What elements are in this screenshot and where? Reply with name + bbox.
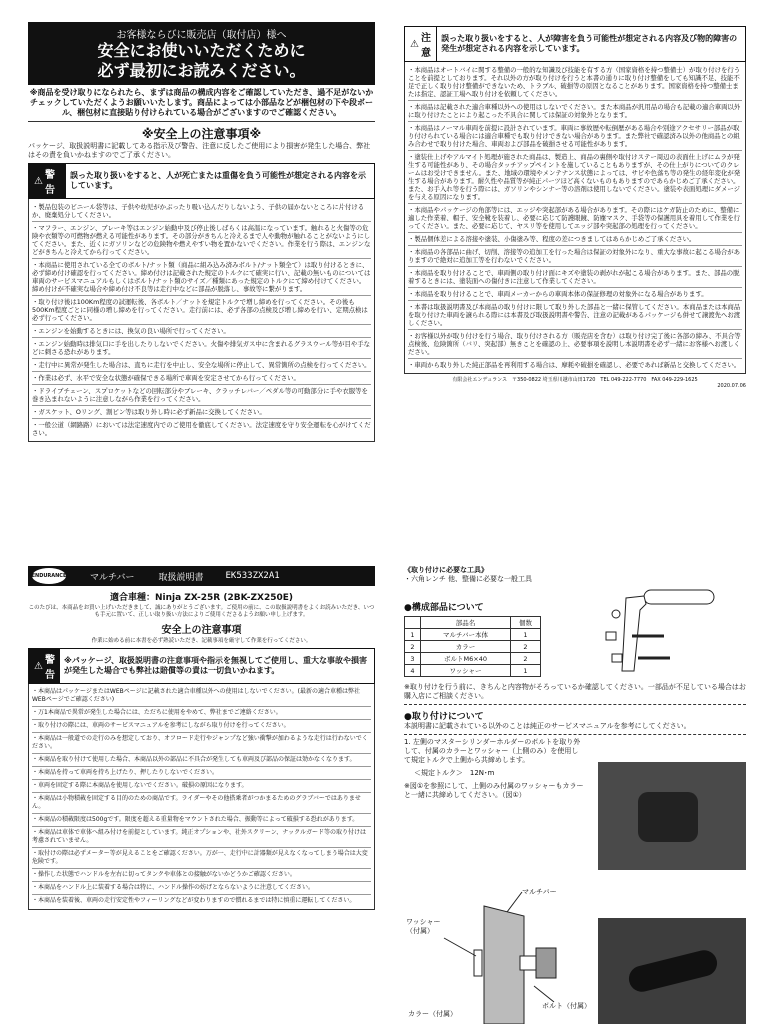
safety-subtitle: 作業に始める前に本書を必ず熟読いただき、記載事項を厳守して作業を行ってください。: [91, 638, 312, 644]
table-header: [405, 617, 421, 629]
table-cell: マルチバー本体: [421, 629, 511, 641]
list-item: ・本商品はノーマル車両を前提に設計されています。車両に事故歴や転倒歴がある場合や別途アクセサリー部品が取り付けられている場合には適合車種でも取り付けできない場合があります。また弊社で確認済み以外の他商品との組み合わせで取り付けた場合、車両および部品を破損させる可能性があります。: [408, 122, 742, 151]
table-row: [405, 641, 541, 653]
safety-intro: パッケージ、取扱説明書に記載してある指示及び警告、注意に反したご使用により損害が発生した場合、弊社はその責を負いかねますのでご了承ください。: [28, 142, 371, 159]
list-item: ・本商品をハンドル上に装着する場合は特に、ハンドル操作の妨げとならないように注意してください。: [32, 882, 371, 895]
tools-title: 《取り付けに必要な工具》: [404, 566, 488, 574]
company-footer: 有限会社エンデュランス 〒350-0822 埼玉県川越市山田1720 TEL 049-222-7770 FAX 049-229-1625: [452, 377, 698, 383]
callout-bolt: ボルト（付属）: [542, 1002, 591, 1010]
list-item: ・本商品はオートバイに関する整備の一般的な知識及び技能を有する方（国家資格を持つ整備士）が取り付けを行うことを前提としております。それ以外の方が取り付けを行うと本書の通りに取り付け整備をしても知識不足、技能不足で正しく取り付け整備ができないため、トラブル、破損等の原因となることがあります。国家資格を持つ整備士または指定、認証工場へ取り付けを依頼してください。: [408, 64, 742, 101]
list-item: ・万1本商品で異常が発生した場合には、ただちに使用をやめて、弊社までご連絡ください。: [32, 707, 371, 720]
list-item: ・取付けの際は必ずメーター等が見えることをご確認ください。万が一、走行中に計器類が見えなくなってしまう場合は大変危険です。: [32, 848, 371, 869]
list-item: ・本商品やパッケージの角部等には、エッジや突起部がある場合があります。その際にはケガ防止のために、整備に適した作業着、帽子、安全靴を装着し、必要に応じて防護眼鏡、防塵マスク、手袋等の保護用具を着用して作業を行ってください。また、必要に応じて、ヤスリ等を使用してエッジ部や突起部の処理を行ってください。: [408, 204, 742, 233]
list-item: ・車両から取り外した純正部品を再利用する場合は、摩耗や破損を確認し、必要であれば新品と交換してください。: [408, 361, 741, 369]
parts-table: [404, 616, 541, 677]
callout-washer: ワッシャー（付属）: [406, 918, 441, 935]
list-item: ・車両を固定する際に本商品を使用しないでください。破損の原因になります。: [32, 780, 371, 793]
table-header-row: [405, 617, 541, 629]
parts-note: ※取り付けを行う前に、きちんと内容物がそろっているか確認してください。一部品が不足している場合はお購入店にご相談ください。: [404, 683, 746, 700]
table-cell: カラー: [421, 641, 511, 653]
list-item: ・本商品に使用されている全てのボルト/ナット類（商品に組み込み済みボルト/ナット類全て）は取り付けるときに、必ず締め付け確認を行ってください。締め付けは記載された規定のトルクにて確実に行い、記載の無いものについては車両のサービスマニュアルもしくはボルト/ナット類のサイズ／種類にあった規定のトルクにて締め付けてください。締め付けが不確実な場合や締め付け不良等は走行中などに部品が脱落し、事故等に繋がります。: [32, 259, 371, 296]
list-item: ・本商品は車体で車体へ組み付けを前提としています。純正オプションや、社外スクリーン、ナックルガード等の取り付けは考慮されていません。: [32, 827, 371, 848]
table-cell: 1: [511, 665, 541, 677]
list-item: ・塗装仕上げやアルマイト処理が施された商品は、製造上、商品の裏側や取付けステー周辺の表面仕上げにムラが発生する可能性があり、その場合タッチアップペイントを施していることもありますが、その仕上がりについてのクレームはお受けできません。また、地域の環境やメンテナンス状態によっては、サビや色落ち等の発生の経年変化が発生する場合があります。耐久性や品質等が純正パーツほど高くないものもありますのであらかじめご了承ください。また、お手入れ等を行う際には、ガソリンやシンナー等の溶剤は使用しないでください。塗装や表面処理にダメージを与える原因になります。: [408, 151, 742, 204]
list-item: ・ドライブチェーン、スプロケットなどの回転部分やブレーキ、クラッチレバー／ペダル等の可動部分に手や衣服等を巻き込まれないように注意しながら作業を行ってください。: [32, 385, 371, 406]
list-item: ・エンジンを始動するときには、換気の良い場所で行ってください。: [32, 325, 371, 338]
install-step-note: ※図①を参照にして、上側のみ付属のワッシャーもカラーと一緒に共締めしてください。（図①）: [404, 782, 584, 799]
list-item: ・操作した状態でハンドルを左右に切ってタンクや車体との接触がないかどうかご確認ください。: [32, 869, 371, 882]
table-row: [405, 653, 541, 665]
table-cell: 2: [405, 641, 421, 653]
headline-line-1: 安全にお使いいただくために: [97, 41, 306, 60]
list-item: ・お客様以外が取り付けを行う場合、取り付けされる方（販売店を含む）は取り付け完了後に各部の締み、不具合等点検後、危険箇所（バリ、突起部）無きことを確認の上、必要事項を説明し本説明書を必ず一緒にお客様へお渡しください。: [408, 330, 742, 359]
list-item: ・本商品を装着後、車両の走行安定性やフィーリングなどが変わりますので慣れるまでは特に慎重に運転してください。: [32, 897, 356, 904]
tools-text: ・六角レンチ 他、整備に必要な一般工具: [404, 575, 533, 583]
list-item: ・本商品の各部品に曲げ、切削、溶接等の追加工を行った場合は保証の対象外になり、重大な事故に起こる場合がありますので絶対に追加工等を行わないでください。: [408, 246, 742, 267]
list-item: ・ガスケット、Oリング、割ピン等は取り外し時に必ず新品に交換してください。: [32, 406, 371, 419]
table-cell: 4: [405, 665, 421, 677]
safety-notice-right: [404, 26, 746, 526]
warning-triangle-icon: ⚠: [34, 660, 43, 672]
list-item: ・本商品を取り付けることで、車両側の取り付け面にキズや塗装の剥がれが起こる場合があります。また、部品の脱着するときには、塗装面への傷付きに注意して作業してください。: [408, 267, 742, 288]
collar: [606, 632, 616, 640]
warning-label: ⚠ 警告: [29, 649, 60, 683]
caution-text: 誤った取り扱いをすると、人が障害を負う可能性が想定される内容及び物的障害の発生が想定される内容を示しています。: [441, 34, 738, 53]
brand-logo: ENDURANCE: [32, 568, 66, 584]
list-item: ・走行中に異常が発生した場合は、直ちに走行を中止し、安全な場所に停止して、異常箇所の点検を行ってください。: [32, 359, 371, 372]
table-row: [405, 629, 541, 641]
table-header: 部品名: [421, 617, 511, 629]
warning-banner: [28, 648, 375, 684]
table-cell: ボルトM6×40: [421, 653, 511, 665]
list-item: ・本商品を取り付けて使用した場合、本商品以外の部品に不具合が発生しても車両及び部品の保証は効かなくなります。: [32, 754, 371, 767]
manual-left: [28, 566, 375, 1024]
table-cell: 2: [511, 653, 541, 665]
caution-triangle-icon: ⚠: [410, 38, 419, 50]
list-item: ・本商品を持って車両を持ち上げたり、押したりしないでください。: [32, 767, 371, 780]
warning-items: [28, 199, 375, 442]
product-code: EK533ZX2A1: [225, 571, 280, 581]
list-item: ・本商品の積載限度は500gです。限度を超える重量物をマウントされた場合、振動等によって破損する恐れがあります。: [32, 814, 371, 827]
collar: [612, 654, 622, 662]
list-item: ・本書は取扱説明書及び本商品の取り付けに限して取り外した部品と一緒に保管してください。本商品または本商品を取り付けた車両を譲られる際には本書及び取扱説明書や警告、注意の記載があるパッケージも併せて譲渡先へお渡しください。: [408, 301, 742, 330]
list-item: ・本商品は小物積載を固定する目的のための商品です。ライダーやその他搭乗者がつかまるためのグラブバーではありません。: [32, 793, 371, 814]
multibar-bracket: [622, 596, 646, 671]
callout-multibar: マルチバー: [522, 888, 557, 896]
master-cylinder-shape: [638, 792, 698, 842]
washer: [612, 610, 620, 618]
warning-items: [28, 684, 375, 910]
list-item: ・製品個体差による溶接や塗装、小傷塗み等、程度の差につきましてはあらかじめご了承ください。: [408, 233, 742, 246]
list-item: ・一般公道（網路路）においては法定速度内でのご使用を徹底してください。法定速度を守り安全運転を心がけてください。: [32, 421, 371, 437]
table-cell: 2: [511, 641, 541, 653]
product-name: マルチバー: [90, 572, 135, 583]
warning-banner: [28, 163, 375, 199]
caution-items: [404, 62, 746, 374]
list-item: ・取り付けの際には、車両のサービスマニュアルを参考にしながら取り付けを行ってください。: [32, 720, 371, 733]
list-item: ・エンジン始動時は排気口に手を出したりしないでください。火傷や排気ガス中に含まれるグラスウール等が目や手などに刺さる恐れがあります。: [32, 338, 371, 359]
list-item: ・マフラー、エンジン、ブレーキ等はエンジン始動中及び停止後しばらくは高温になっています。触れると火傷等の危険や衣類等の可燃物が燃える可能性があります。その部分がきちんと冷えるまで人や動物が触れることがないようにしてください。また、近くにガソリンなどの危険物や燃えやすい物を置かないでください。作業を行う際は、エンジンなどがきちんと冷えてから行ってください。: [32, 222, 371, 259]
multibar-shape: [626, 947, 720, 994]
callout-collar: カラー（付属）: [408, 1010, 457, 1018]
install-title: ●取り付けについて: [404, 712, 484, 722]
list-item: ・本商品は記載された適合車種以外への使用はしないでください。また本商品が汎用品の場合も記載の適合車両以外に取り付けたことにより起こった不具合に関しては保証の対象外となります。: [408, 101, 742, 122]
install-intro: 本説明書に記載されている以外のことは純正のサービスマニュアルを参考にしてください。: [404, 722, 691, 730]
warning-triangle-icon: ⚠: [34, 175, 43, 187]
compatible-model: 適合車種：Ninja ZX-25R (2BK-ZX250E): [109, 593, 294, 603]
document-date: 2020.07.06: [717, 383, 746, 389]
torque-spec: ＜規定トルク＞ 12N･m: [414, 769, 495, 777]
table-cell: 1: [405, 629, 421, 641]
manual-title-bar: [28, 566, 375, 586]
divider: [404, 704, 746, 705]
leader-line: [444, 938, 476, 956]
warning-text: 誤った取り扱いをすると、人が死亡または重傷を負う可能性が想定される内容を示しています。: [70, 171, 367, 190]
multibar-body: [644, 590, 714, 604]
list-item: ・取り付け後は100Km程度の試運転後、各ボルト／ナットを規定トルクで増し締めを行ってください。その後も500Km程度ごとに同様の増し締めを行ってください。走行前には、必ず各部の点検及び増し締めを行い、定期点検は必ず行ってください。: [32, 296, 371, 325]
multibar-bracket-side: [484, 906, 524, 1024]
divider: [404, 734, 746, 735]
list-item: ・本商品を取り付けることで、車両メーカーからの車両本体の保証修理の対象外になる場合があります。: [408, 288, 742, 301]
holder: [536, 948, 556, 978]
manual-right: [404, 566, 746, 1024]
list-item: ・製品包装のビニール袋等は、子供や幼児がかぶったり吸い込んだりしないよう、子供の届かないところに片付けるか、廃棄処分してください。: [32, 201, 371, 222]
headline-top-line: お客様ならびに販売店（取付店）様へ: [116, 30, 287, 41]
safety-heading: ※安全上の注意事項※: [141, 127, 262, 141]
caution-banner: [404, 26, 746, 62]
install-photo-1: [598, 762, 746, 870]
table-header: 個数: [511, 617, 541, 629]
install-step-1: 1. 左側のマスターシリンダーホルダーのボルトを取り外して、付属のカラーとワッシャー（上側のみ）を使用して規定トルクで上側から共締めします。: [404, 738, 581, 764]
caution-label: ⚠ 注意: [405, 27, 437, 61]
parts-title: ●構成部品について: [404, 603, 484, 613]
list-item: ・本商品は一般道での走行のみを想定しており、オフロード走行やジャンプなど強い衝撃が加わるような走行は行わないでください。: [32, 733, 371, 754]
receipt-note: ※商品を受け取りになられたら、まずは商品の構成内容をご確認していただき、過不足がないかチェックしていただくようお願いいたします。商品によっては小部品などが梱包材の下や段ボール、梱包材に直接貼り付けられている場合がございますのでご確認ください。: [28, 88, 375, 122]
headline-line-2: 必ず最初にお読みください。: [97, 61, 306, 80]
safety-notice-left: [28, 22, 375, 522]
list-item: ・作業は必ず、水平で安全な状態が確保できる場所で車両を安定させてから行ってください。: [32, 372, 371, 385]
table-cell: 1: [511, 629, 541, 641]
manual-label: 取扱説明書: [158, 572, 204, 583]
washer: [474, 950, 482, 976]
safety-title: 安全上の注意事項: [161, 625, 242, 636]
leader-line: [534, 986, 554, 1002]
parts-illustration: [594, 576, 744, 686]
warning-text: ※パッケージ、取扱説明書の注意事項や指示を無視してご使用し、重大な事故や損害が発生した場合でも弊社は賠償等の責は一切負いかねます。: [63, 656, 367, 675]
install-photo-2: [598, 918, 746, 1024]
warning-label: ⚠ 警告: [29, 164, 66, 198]
headline-box: [28, 22, 375, 85]
table-cell: ワッシャー: [421, 665, 511, 677]
intro-text: このたびは、本商品をお買い上げいただきまして、誠にありがとうございます。ご使用の前に、この取扱説明書をよくお読みいただき、いつも手元に置いて、正しい取り扱い方法によりご使用くださるようお願い申し上げます。: [28, 605, 375, 618]
collar: [520, 956, 536, 970]
list-item: ・本商品はパッケージまたはWEBページに記載された適合車種以外への使用はしないでください。(最新の適合車種は弊社WEBページでご確認ください): [32, 686, 371, 707]
table-row: [405, 665, 541, 677]
table-cell: 3: [405, 653, 421, 665]
